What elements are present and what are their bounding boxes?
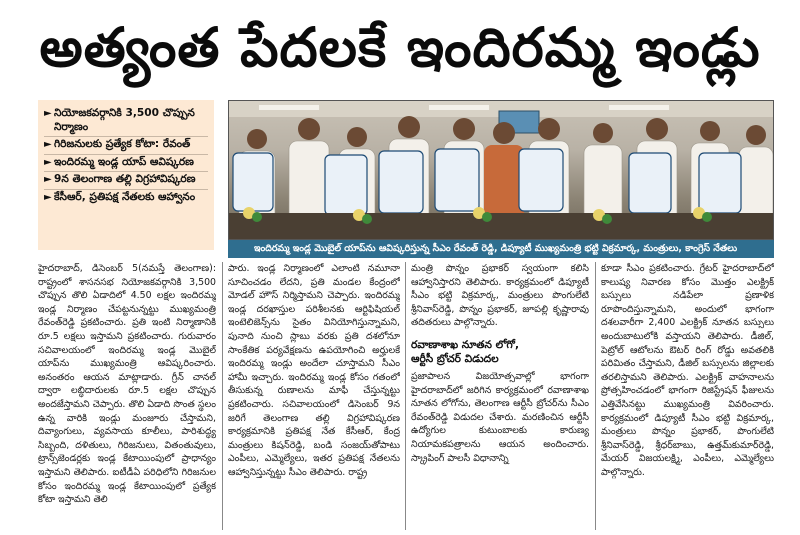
article-text: మంత్రి పొన్నం ప్రభాకర్ స్వయంగా కలిసి ఆహ్వానిస్తారని తెలిపారు. కార్యక్రమంలో డిప్యూటీ సీఎం భట్టి విక్రమార్క, మంత్రులు పొంగులేటి శ్రీనివాస్‌రెడ్డి, పొన్నం ప్రభాకర్, జూపల్లి కృష్ణారావు తదితరులు పాల్గొన్నారు. (411, 263, 589, 329)
article-column-1 (38, 262, 216, 532)
article-text: కూడా సీఎం ప్రకటించారు. గ్రేటర్ హైదరాబాద్‌లో కాలుష్య నివారణ కోసం మొత్తం ఎలక్ట్రిక్ బస్సులు నడిపేలా ప్రణాళిక రూపొందిస్తున్నామని, అందులో భాగంగా దశలవారీగా 2,400 ఎలక్ట్రిక్ నూతన బస్సులు అందుబాటులోకి వస్తాయని తెలిపారు. డీజిల్, పెట్రోల్ ఆటోలను ఔటర్ రింగ్ రోడ్డు అవతలికి పరిమితం చేస్తామని, డీజిల్ బస్సులను జిల్లాలకు తరలిస్తామని తెలిపారు. ఎలక్ట్రిక్ వాహనాలను ప్రోత్సహించడంలో భాగంగా రిజిస్ట్రేషన్ ఫీజులను ఎత్తివేసినట్టు ముఖ్యమంత్రి వివరించారు. కార్యక్రమంలో డిప్యూటీ సీఎం భట్టి విక్రమార్క, మంత్రులు పొన్నం ప్రభాకర్, పొంగులేటి శ్రీనివాస్‌రెడ్డి, శ్రీధర్‌బాబు, ఉత్తమ్‌కుమార్‌రెడ్డి, మేయర్ విజయలక్ష్మి, ఎంపీలు, ఎమ్మెల్యేలు పాల్గొన్నారు. (601, 263, 774, 478)
highlight-item (44, 106, 208, 137)
photo-illustration (229, 101, 774, 240)
article-text: ప్రజాపాలన విజయోత్సవాల్లో భాగంగా హైదరాబాద్‌లో జరిగిన కార్యక్రమంలో రవాణాశాఖ నూతన లోగోను, తెలంగాణ ఆర్టీసీ బ్రోచర్‌ను సీఎం రేవంత్‌రెడ్డి విడుదల చేశారు. మరణించిన ఆర్టీసీ ఉద్యోగుల కుటుంబాలకు కారుణ్య నియామకపత్రాలను ఆయన అందించారు. స్క్రాపింగ్ పాలసీ విధానాన్ని (411, 370, 589, 464)
article-column-3 (411, 262, 589, 532)
article-text: పారు. ఇండ్ల నిర్మాణంలో ఎలాంటి నమూనా సూచించడం లేదని, ప్రతి మండల కేంద్రంలో మోడల్ హౌస్ నిర్మిస్తామని చెప్పారు. ఇందిరమ్మ ఇండ్ల దరఖాస్తుల పరిశీలనకు ఆర్టిఫిషియల్ ఇంటెలిజెన్స్‌ను సైతం వినియోగిస్తున్నామని, పునాది నుంచి స్లాబు వరకు ప్రతి దశలోనూ సాంకేతిక పర్యవేక్షణను ఉపయోగించి అర్హులకే ఇందిరమ్మ ఇండ్లు అందేలా చూస్తామని సీఎం హామీ ఇచ్చారు. ఇందిరమ్మ ఇండ్ల కోసం గతంలో తీసుకున్న రుణాలను మాఫీ చేస్తున్నట్టు ప్రకటించారు. సచివాలయంలో డిసెంబర్ 9న జరిగే తెలంగాణ తల్లి విగ్రహావిష్కరణ కార్యక్రమానికి ప్రతిపక్ష నేత కేసీఆర్, కేంద్ర మంత్రులు కిషన్‌రెడ్డి, బండి సంజయ్‌తోపాటు ఎంపీలు, ఎమ్మెల్యేలు, ఇతర ప్రతిపక్ష నేతలను ఆహ్వానిస్తున్నట్టు సీఎం తెలిపారు. రాష్ట్ర (228, 263, 400, 478)
highlight-text: 9న తెలంగాణ తల్లి విగ్రహావిష్కరణ (54, 173, 196, 186)
article-column-2 (228, 262, 400, 532)
column-divider (222, 262, 223, 530)
article-text: హైదరాబాద్, డిసెంబర్ 5(నమస్తే తెలంగాణ): రాష్ట్రంలో శాసనసభ నియోజకవర్గానికి 3,500 చొప్పున తొలి ఏడాదిలో 4.50 లక్షల ఇందిరమ్మ ఇండ్ల నిర్మాణం చేపట్టనున్నట్టు ముఖ్యమంత్రి రేవంత్‌రెడ్డి ప్రకటించారు. ప్రతి ఇంటి నిర్మాణానికి రూ.5 లక్షలు ఇస్తామని ప్రకటించారు. గురువారం సచివాలయంలో ఇందిరమ్మ ఇండ్ల మొబైల్ యాప్‌ను ముఖ్యమంత్రి ఆవిష్కరించారు. అనంతరం ఆయన మాట్లాడారు. గ్రీన్ చానల్ ద్వారా లబ్ధిదారులకు రూ.5 లక్షల చొప్పున అందజేస్తామని చెప్పారు. తొలి ఏడాది సొంత స్థలం ఉన్న వారికి ఇండ్లు మంజూరు చేస్తామని, దివ్యాంగులు, వ్యవసాయ కూలీలు, పారిశుద్ధ్య సిబ్బంది, దళితులు, గిరిజనులు, వితంతువులు, ట్రాన్స్‌జెండర్లకు ఇండ్ల కేటాయింపులో ప్రాధాన్యం ఇస్తామని తెలిపారు. ఐటీడీఏ పరిధిలోని గిరిజనుల కోసం ఇందిరమ్మ ఇండ్ల కేటాయింపులో ప్రత్యేక కోటా ఇస్తామని తెలి (38, 263, 216, 506)
column-divider (405, 262, 406, 530)
highlight-text: గిరిజనులకు ప్రత్యేక కోటా: రేవంత్ (54, 138, 191, 151)
bullet-icon: ► (44, 156, 52, 168)
highlight-item (44, 155, 208, 173)
photo-caption: ఇందిరమ్మ ఇండ్ల మొబైల్ యాప్‌ను ఆవిష్కరిస్తున్న సీఎం రేవంత్ రెడ్డి, డిప్యూటీ ముఖ్యమంత్రి భట్టి విక్రమార్క, మంత్రులు, కాంగ్రెస్ నేతలు (228, 240, 774, 258)
highlights-box (38, 100, 214, 250)
highlight-text: కేసీఆర్, ప్రతిపక్ష నేతలకు ఆహ్వానం (54, 190, 196, 203)
bullet-icon: ► (44, 174, 52, 186)
article-column-4 (601, 262, 774, 532)
bullet-icon: ► (44, 108, 52, 119)
highlight-text: నియోజకవర్గానికి 3,500 చొప్పున నిర్మాణం (54, 107, 195, 133)
sub-heading: రవాణాశాఖ నూతన లోగో, (411, 338, 519, 351)
sub-heading: ఆర్టీసీ బ్రోచర్ విడుదల (411, 352, 499, 365)
news-photo (228, 100, 774, 240)
headline: అత్యంత పేదలకే ఇందిరమ్మ ఇండ్లు (39, 16, 761, 79)
highlight-text: ఇందిరమ్మ ఇండ్ల యాప్ ఆవిష్కరణ (54, 155, 194, 168)
highlight-item (44, 172, 208, 190)
bullet-icon: ► (44, 191, 52, 203)
highlight-item (44, 137, 208, 155)
highlight-item (44, 190, 208, 207)
column-divider (595, 262, 596, 530)
bullet-icon: ► (44, 139, 52, 151)
